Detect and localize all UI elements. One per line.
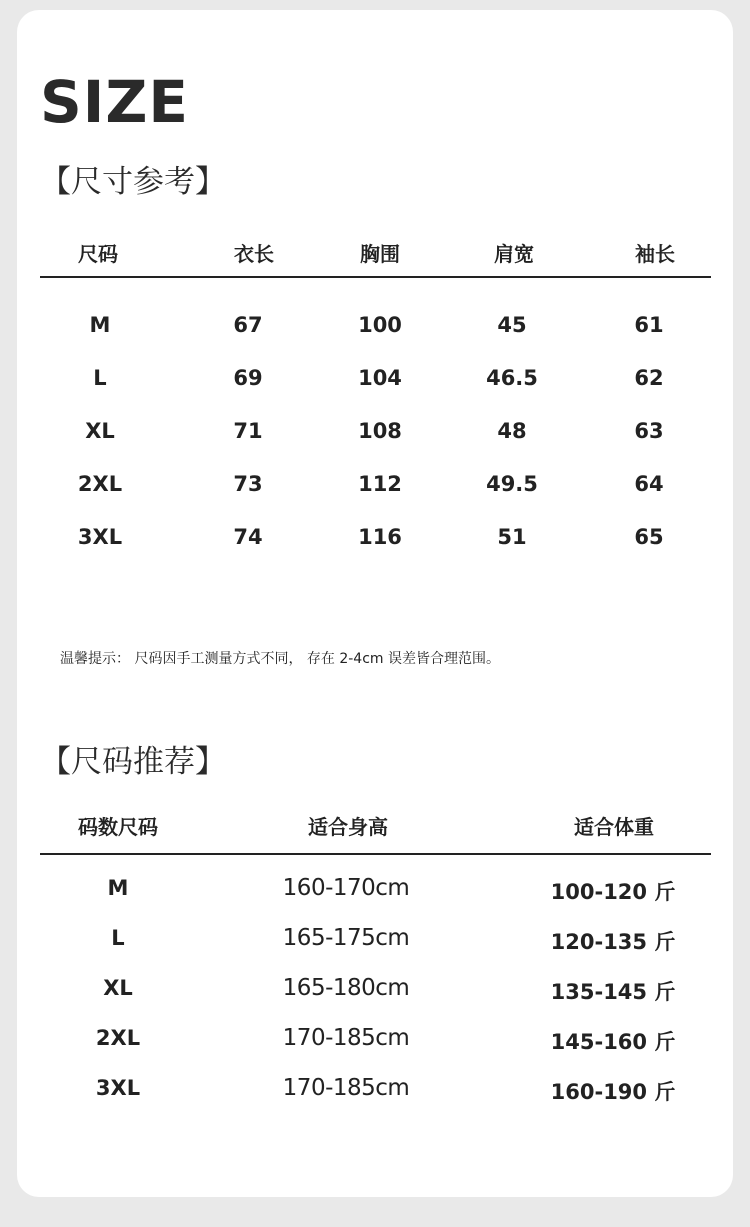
column-header-weight: 适合体重	[574, 815, 654, 839]
cell-height: 170-185cm	[282, 1075, 410, 1101]
column-header-size-code: 码数尺码	[78, 815, 158, 839]
cell-height: 170-185cm	[282, 1025, 410, 1051]
cell-height: 165-180cm	[282, 975, 410, 1001]
cell-height: 160-170cm	[282, 875, 410, 901]
cell-chest: 104	[358, 366, 402, 390]
cell-shoulder: 48	[497, 419, 527, 443]
column-header-shoulder: 肩宽	[494, 242, 534, 266]
column-header-size: 尺码	[78, 242, 118, 266]
cell-sleeve: 63	[634, 419, 664, 443]
cell-shoulder: 51	[497, 525, 527, 549]
cell-chest: 116	[358, 525, 402, 549]
cell-size: 2XL	[77, 472, 123, 496]
cell-weight: 145-160 斤	[550, 1030, 676, 1054]
cell-length: 71	[233, 419, 263, 443]
cell-size: M	[107, 876, 129, 900]
cell-length: 69	[233, 366, 263, 390]
column-header-height: 适合身高	[308, 815, 388, 839]
cell-shoulder: 46.5	[486, 366, 538, 390]
cell-chest: 112	[358, 472, 402, 496]
cell-chest: 108	[358, 419, 402, 443]
cell-shoulder: 45	[497, 313, 527, 337]
cell-weight: 120-135 斤	[550, 930, 676, 954]
recommend-divider	[40, 853, 711, 855]
cell-length: 73	[233, 472, 263, 496]
cell-length: 74	[233, 525, 263, 549]
cell-weight: 160-190 斤	[550, 1080, 676, 1104]
header-divider	[40, 276, 711, 278]
cell-size: L	[111, 926, 125, 950]
column-header-length: 衣长	[234, 242, 274, 266]
cell-shoulder: 49.5	[486, 472, 538, 496]
cell-size: 3XL	[77, 525, 123, 549]
recommend-heading: 【尺码推荐】	[40, 744, 226, 780]
measurement-note: 温馨提示： 尺码因手工测量方式不同， 存在 2-4cm 误差皆合理范围。	[60, 651, 501, 667]
column-header-chest: 胸围	[360, 242, 400, 266]
cell-sleeve: 64	[634, 472, 664, 496]
cell-sleeve: 65	[634, 525, 664, 549]
cell-height: 165-175cm	[282, 925, 410, 951]
cell-size: L	[93, 366, 107, 390]
cell-size: 3XL	[95, 1076, 141, 1100]
cell-weight: 100-120 斤	[550, 880, 676, 904]
cell-sleeve: 62	[634, 366, 664, 390]
page-title: SIZE	[40, 68, 190, 136]
cell-weight: 135-145 斤	[550, 980, 676, 1004]
size-chart-heading: 【尺寸参考】	[40, 164, 226, 200]
cell-sleeve: 61	[634, 313, 664, 337]
cell-chest: 100	[358, 313, 402, 337]
cell-size: XL	[103, 976, 133, 1000]
column-header-sleeve: 袖长	[635, 242, 675, 266]
cell-length: 67	[233, 313, 263, 337]
cell-size: XL	[85, 419, 115, 443]
cell-size: 2XL	[95, 1026, 141, 1050]
cell-size: M	[89, 313, 111, 337]
